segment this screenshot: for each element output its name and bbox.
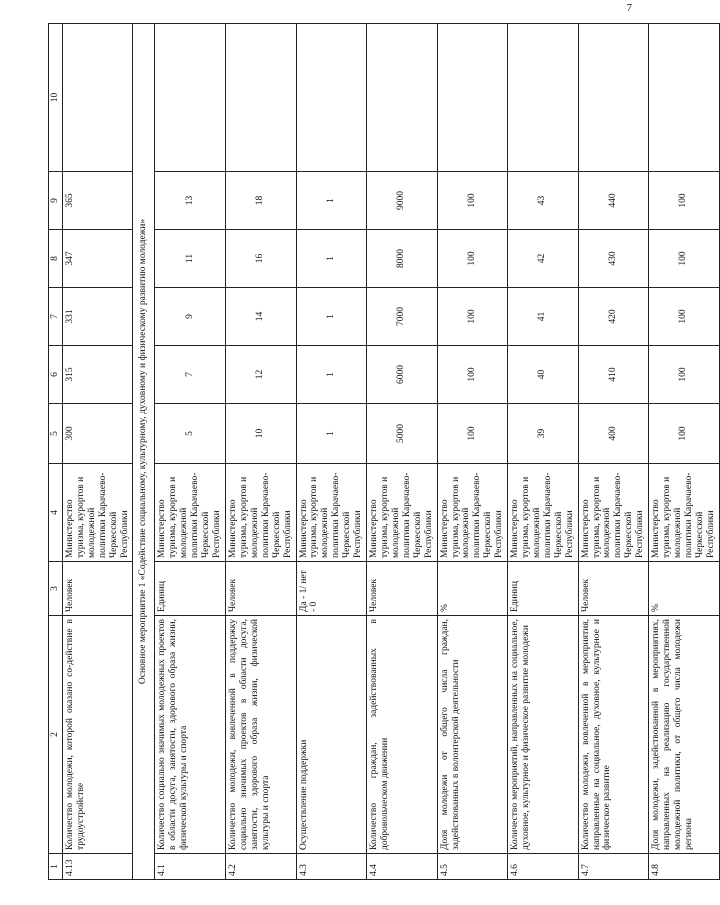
value-cell: 100 <box>437 288 508 346</box>
unit-cell: Человек <box>578 562 649 616</box>
value-cell: 100 <box>649 404 720 464</box>
table-row <box>578 24 649 880</box>
value-cell: 10 <box>225 404 296 464</box>
value-cell: 100 <box>649 172 720 230</box>
unit-cell: Единиц <box>508 562 579 616</box>
value-cell: 400 <box>578 404 649 464</box>
row-number: 4.7 <box>578 854 649 880</box>
value-cell: 100 <box>437 346 508 404</box>
value-cell <box>578 24 649 172</box>
value-cell <box>367 24 438 172</box>
value-cell: 16 <box>225 230 296 288</box>
organization-cell: Министерство туризма, курортов и молодежной политики Карачаево-Черкесской Республики <box>62 464 133 562</box>
value-cell: 365 <box>62 172 133 230</box>
section-title: Основное мероприятие 1 «Содействие социальному, культурному, духовному и физическому развитию молодежи» <box>133 24 155 880</box>
value-cell: 40 <box>508 346 579 404</box>
value-cell: 1 <box>296 346 367 404</box>
table-row <box>437 24 508 880</box>
value-cell: 1 <box>296 230 367 288</box>
value-cell: 315 <box>62 346 133 404</box>
organization-cell: Министерство туризма, курортов и молодежной политики Карачаево-Черкесской Республики <box>508 464 579 562</box>
page-number: 7 <box>626 2 632 14</box>
table-row <box>296 24 367 880</box>
indicator-name: Количество молодежи, которой оказано со-действие в трудоустройстве <box>62 616 133 854</box>
organization-cell: Министерство туризма, курортов и молодежной политики Карачаево-Черкесской Республики <box>578 464 649 562</box>
indicator-name: Осуществление поддержки <box>296 616 367 854</box>
unit-cell: % <box>649 562 720 616</box>
header-cell: 8 <box>49 230 63 288</box>
value-cell: 1 <box>296 404 367 464</box>
header-cell: 7 <box>49 288 63 346</box>
table-row <box>155 24 226 880</box>
table-row <box>367 24 438 880</box>
value-cell: 331 <box>62 288 133 346</box>
value-cell: 9 <box>155 288 226 346</box>
unit-cell: Человек <box>225 562 296 616</box>
indicator-name: Доля молодежи от общего числа граждан, задействованных в волонтерской деятельности <box>437 616 508 854</box>
table-row <box>649 24 720 880</box>
row-number: 4.13 <box>62 854 133 880</box>
organization-cell: Министерство туризма, курортов и молодежной политики Карачаево-Черкесской Республики <box>155 464 226 562</box>
value-cell: 1 <box>296 288 367 346</box>
indicator-name: Количество социально значимых молодежных проектов в области досуга, занятости, здорового образа жизни, физической культуры и спорта <box>155 616 226 854</box>
organization-cell: Министерство туризма, курортов и молодежной политики Карачаево-Черкесской Республики <box>367 464 438 562</box>
unit-cell: Человек <box>367 562 438 616</box>
section-row <box>133 24 155 880</box>
value-cell: 1 <box>296 172 367 230</box>
value-cell: 5000 <box>367 404 438 464</box>
unit-cell: Да - 1/ нет - 0 <box>296 562 367 616</box>
unit-cell: % <box>437 562 508 616</box>
header-row <box>49 24 63 880</box>
unit-cell: Человек <box>62 562 133 616</box>
row-number: 4.5 <box>437 854 508 880</box>
value-cell: 8000 <box>367 230 438 288</box>
organization-cell: Министерство туризма, курортов и молодежной политики Карачаево-Черкесской Республики <box>296 464 367 562</box>
organization-cell: Министерство туризма, курортов и молодежной политики Карачаево-Черкесской Республики <box>437 464 508 562</box>
indicator-name: Количество молодежи, вовлеченной в поддержку социально значимых проектов в области досуга, занятости, здорового образа жизни, физической культуры и спорта <box>225 616 296 854</box>
row-number: 4.4 <box>367 854 438 880</box>
header-cell: 4 <box>49 464 63 562</box>
value-cell: 43 <box>508 172 579 230</box>
value-cell: 6000 <box>367 346 438 404</box>
value-cell: 42 <box>508 230 579 288</box>
header-cell: 2 <box>49 616 63 854</box>
value-cell: 7000 <box>367 288 438 346</box>
indicator-name: Доля молодежи, задействованной в мероприятиях, направленных на реализацию государственной молодежной политики, от общего числа молодежи региона <box>649 616 720 854</box>
row-number: 4.8 <box>649 854 720 880</box>
value-cell: 14 <box>225 288 296 346</box>
value-cell: 39 <box>508 404 579 464</box>
value-cell: 420 <box>578 288 649 346</box>
value-cell: 100 <box>437 230 508 288</box>
header-cell: 5 <box>49 404 63 464</box>
value-cell: 300 <box>62 404 133 464</box>
value-cell: 41 <box>508 288 579 346</box>
indicator-name: Количество мероприятий, направленных на социальное, духовное, культурное и физическое развитие молодежи <box>508 616 579 854</box>
value-cell: 12 <box>225 346 296 404</box>
value-cell <box>437 24 508 172</box>
value-cell <box>62 24 133 172</box>
value-cell: 5 <box>155 404 226 464</box>
value-cell <box>508 24 579 172</box>
unit-cell: Единиц <box>155 562 226 616</box>
value-cell: 13 <box>155 172 226 230</box>
header-cell: 3 <box>49 562 63 616</box>
table-row <box>225 24 296 880</box>
value-cell: 100 <box>437 404 508 464</box>
header-cell: 6 <box>49 346 63 404</box>
row-number: 4.6 <box>508 854 579 880</box>
value-cell: 410 <box>578 346 649 404</box>
value-cell: 100 <box>437 172 508 230</box>
table-row <box>62 24 133 880</box>
value-cell: 11 <box>155 230 226 288</box>
value-cell <box>649 24 720 172</box>
value-cell: 9000 <box>367 172 438 230</box>
organization-cell: Министерство туризма, курортов и молодежной политики Карачаево-Черкесской Республики <box>225 464 296 562</box>
indicators-table <box>48 23 720 880</box>
indicator-name: Количество граждан, задействованных в добровольческом движении <box>367 616 438 854</box>
row-number: 4.3 <box>296 854 367 880</box>
row-number: 4.1 <box>155 854 226 880</box>
value-cell: 430 <box>578 230 649 288</box>
header-cell: 9 <box>49 172 63 230</box>
value-cell: 100 <box>649 230 720 288</box>
indicator-name: Количество молодежи, вовлеченной в мероприятия, направленные на социальное, духовное, культурное и физическое развитие <box>578 616 649 854</box>
value-cell: 100 <box>649 288 720 346</box>
document-page <box>48 24 716 880</box>
value-cell <box>155 24 226 172</box>
organization-cell: Министерство туризма, курортов и молодежной политики Карачаево-Черкесской Республики <box>649 464 720 562</box>
row-number: 4.2 <box>225 854 296 880</box>
header-cell: 10 <box>49 24 63 172</box>
value-cell: 18 <box>225 172 296 230</box>
value-cell: 7 <box>155 346 226 404</box>
value-cell <box>225 24 296 172</box>
value-cell: 440 <box>578 172 649 230</box>
value-cell: 347 <box>62 230 133 288</box>
value-cell <box>296 24 367 172</box>
value-cell: 100 <box>649 346 720 404</box>
header-cell: 1 <box>49 854 63 880</box>
table-row <box>508 24 579 880</box>
